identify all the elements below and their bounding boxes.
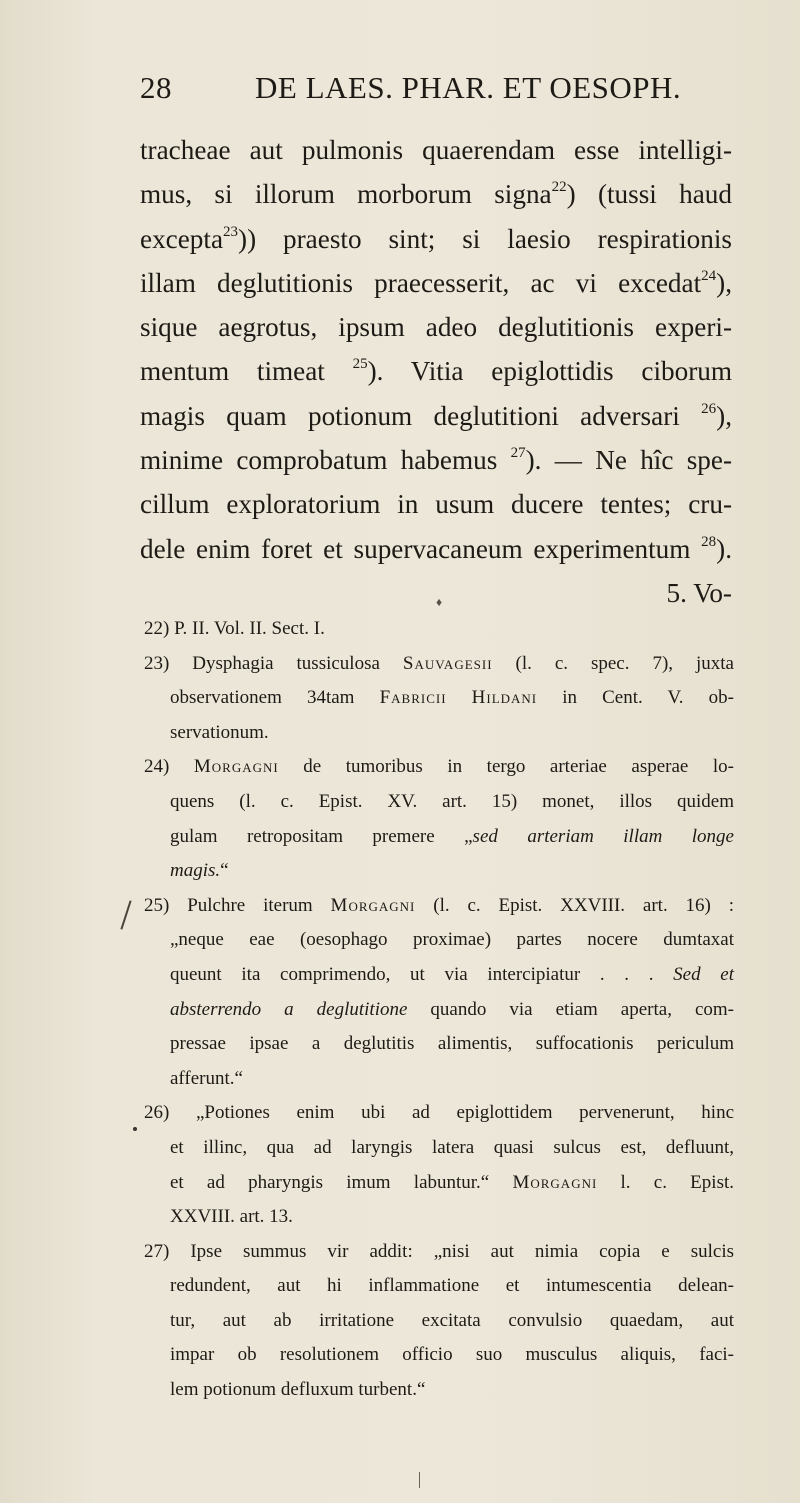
footnote [144,750,734,888]
author-name: Hildani [471,687,538,709]
ink-dot [133,1127,137,1131]
text-line [140,394,732,438]
ink-mark [120,900,131,929]
text-line [140,438,732,482]
text-segment: tracheae aut pulmonis quaerendam esse intelligi- [140,135,732,165]
text-segment: ), [716,400,732,431]
footnote-text: in Cent. V. ob- [537,687,734,709]
footnote-reference: 23 [223,223,239,240]
footnote-text: magis. [170,860,221,882]
footnote-text [447,687,472,708]
footnote-number: 26) [144,1102,170,1124]
footnote-text: XXVIII. art. 13. [170,1206,293,1228]
text-segment: minime comprobatum habemus [140,445,511,476]
footnote-text: (l. c. spec. 7), juxta [492,652,734,674]
footnote [144,612,734,647]
text-line [140,128,732,172]
footnote-text: lem potionum defluxum turbent.“ [170,1379,426,1401]
author-name: Sauvagesii [402,652,493,674]
text-line [140,217,732,261]
page-number: 28 [140,70,172,105]
footnote-line [144,750,734,785]
text-segment: dele enim foret et supervacaneum experimentum [140,533,702,564]
footnote-number: 25) [144,894,170,916]
footnote-line [144,1338,734,1373]
text-segment: )) praesto sint; si laesio respirationis [238,223,732,254]
footnote-text: l. c. Epist. [597,1171,734,1193]
text-segment: mentum timeat [140,356,353,387]
footnote-number: 27) [144,1240,170,1262]
text-segment: ). [716,533,732,564]
page-header [140,70,700,118]
footnote-text: quens (l. c. Epist. XV. art. 15) monet, illos quidem [170,790,734,812]
text-line [140,305,732,349]
footnote-text: gulam retropositam premere „ [170,825,473,847]
author-name: Morgagni [193,756,279,778]
footnote-text: queunt ita comprimendo, ut via intercipiatur . . . [170,963,674,985]
footnote-text: quando via etiam aperta, com- [407,998,734,1020]
text-segment: illam deglutitionis praecesserit, ac vi excedat [140,267,702,298]
footnote-text: servationum. [170,721,269,743]
marker-glyph: ♦ [436,595,443,609]
running-title: DE LAES. PHAR. ET OESOPH. [255,70,682,105]
footnote-line [144,854,734,889]
text-segment: ). Vitia epiglottidis ciborum [367,356,732,387]
footnote-reference: 26 [701,400,717,417]
footnote-text: Dysphagia tussiculosa [192,652,403,674]
footnote-reference: 24 [701,267,717,284]
footnote [144,647,734,751]
text-segment: ) (tussi haud [566,179,732,210]
footnote-number: 22) [144,618,170,639]
footnote-line [144,785,734,820]
footnote [144,1235,734,1408]
text-segment: sique aegrotus, ipsum adeo deglutitionis experi- [140,312,732,343]
footnote [144,889,734,1097]
ink-mark [419,1472,420,1488]
footnote-number: 24) [144,756,170,778]
footnote-line [144,958,734,993]
text-line [140,261,732,305]
footnotes [144,612,734,1408]
footnote-text: „neque eae (oesophago proximae) partes nocere dumtaxat [170,929,734,951]
text-segment: excepta [140,223,224,254]
author-name: Fabricii [379,687,447,709]
text-line [140,172,732,216]
footnote-text: redundent, aut hi inflammatione et intumescentia delean- [170,1275,734,1297]
footnote-line [144,1200,734,1235]
footnote-text: afferunt.“ [170,1067,243,1089]
footnote-reference: 28 [701,533,717,550]
footnote-text: impar ob resolutionem officio suo musculus aliquis, faci- [170,1344,734,1366]
footnote-text: de tumoribus in tergo arteriae asperae lo- [278,756,734,778]
footnote-text: Ipse summus vir addit: „nisi aut nimia copia e sulcis [190,1240,734,1262]
text-line [140,482,732,526]
footnote-reference: 22 [551,179,567,196]
footnote-line [144,923,734,958]
text-segment: ). — Ne hîc spe- [525,445,733,476]
footnote-text: sed arteriam illam longe [472,825,734,847]
footnote-line [144,889,734,924]
footnote-line [144,612,734,647]
footnote [144,1096,734,1234]
footnote-text: Sed et [673,963,734,985]
footnote-text: et illinc, qua ad laryngis latera quasi sulcus est, defluunt, [170,1136,734,1158]
footnote-text: (l. c. Epist. XXVIII. art. 16) : [415,894,735,916]
footnote-text: observationem 34tam [170,687,380,709]
footnote-line [144,1096,734,1131]
footnote-text: pressae ipsae a deglutitis alimentis, suffocationis periculum [170,1033,734,1055]
footnote-reference: 25 [352,356,368,373]
main-text [140,128,732,615]
footnote-line [144,1027,734,1062]
footnote-line [144,1304,734,1339]
footnote-line [144,1062,734,1097]
footnote-line [144,993,734,1028]
text-segment: cillum exploratorium in usum ducere tentes; cru- [140,489,732,520]
text-line [140,527,732,571]
footnote-line [144,820,734,855]
text-segment: magis quam potionum deglutitioni adversari [140,400,702,431]
footnote-line [144,681,734,716]
footnote-line [144,1166,734,1201]
footnote-text: Pulchre iterum [187,894,331,916]
author-name: Morgagni [330,894,416,916]
footnote-text: et ad pharyngis imum labuntur.“ [170,1171,513,1193]
footnote-reference: 27 [510,445,526,462]
footnote-line [144,1131,734,1166]
author-name: Morgagni [512,1171,598,1193]
footnote-line [144,1269,734,1304]
footnote-text: „Potiones enim ubi ad epiglottidem pervenerunt, hinc [195,1102,734,1124]
footnote-text: tur, aut ab irritatione excitata convulsio quaedam, aut [170,1309,734,1331]
text-line [140,349,732,393]
footnote-line [144,1235,734,1270]
footnote-number: 23) [144,652,170,674]
footnote-line [144,647,734,682]
footnote-line [144,1373,734,1408]
footnote-text: P. II. Vol. II. Sect. I. [174,618,325,639]
text-segment: ), [716,267,732,298]
footnote-text: “ [220,860,229,882]
footnote-line [144,716,734,751]
text-segment: mus, si illorum morborum signa [140,179,552,210]
footnote-text: absterrendo a deglutitione [170,998,408,1020]
text-segment: 5. Vo- [666,577,732,608]
